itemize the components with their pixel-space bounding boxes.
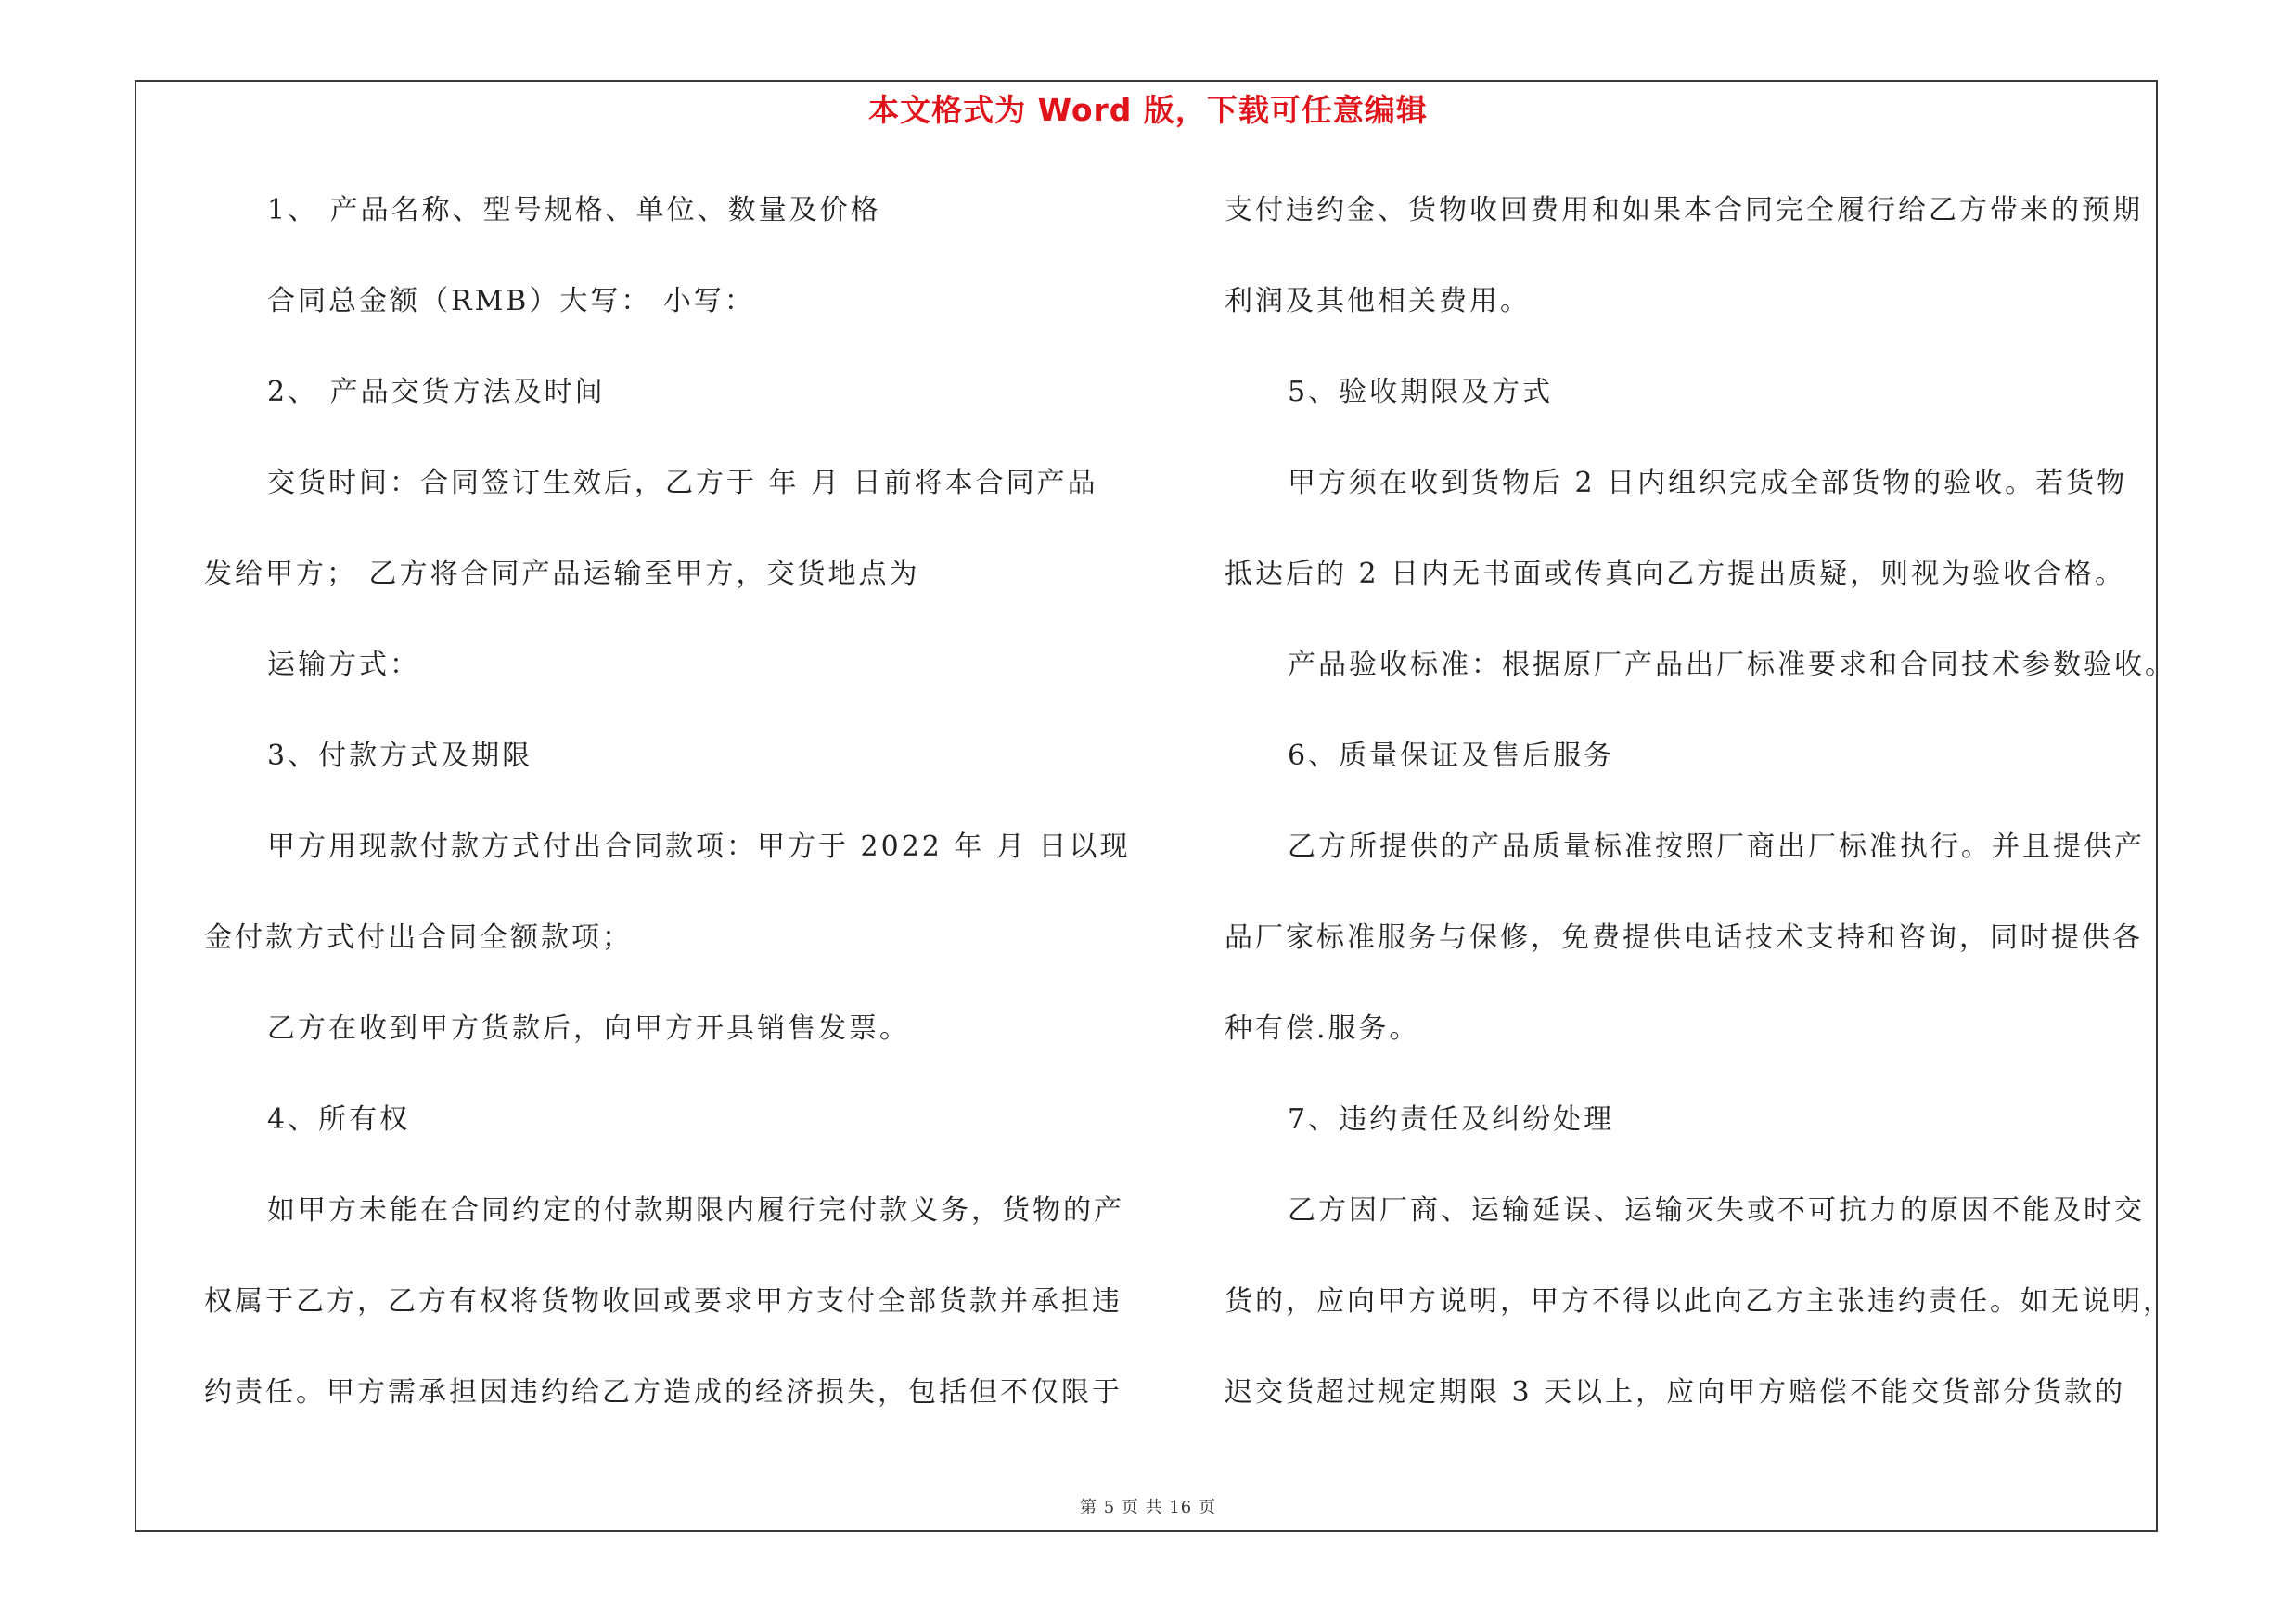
right-column (1225, 178, 2175, 1451)
paragraph-line: 如甲方未能在合同约定的付款期限内履行完付款义务，货物的产 (267, 1194, 1124, 1227)
page-number-footer: 第 5 页 共 16 页 (1080, 1498, 1216, 1517)
paragraph-line: 7、违约责任及纠纷处理 (1288, 1103, 1615, 1136)
paragraph-line: 乙方因厂商、运输延误、运输灭失或不可抗力的原因不能及时交 (1288, 1194, 2145, 1227)
paragraph-line: 交货时间：合同签订生效后，乙方于 年 月 日前将本合同产品 (267, 467, 1098, 499)
paragraph-line: 抵达后的 2 日内无书面或传真向乙方提出质疑，则视为验收合格。 (1225, 558, 2126, 590)
paragraph-line: 种有偿.服务。 (1225, 1012, 1420, 1045)
paragraph-line: 迟交货超过规定期限 3 天以上，应向甲方赔偿不能交货部分货款的 (1225, 1376, 2126, 1409)
paragraph-line: 约责任。甲方需承担因违约给乙方造成的经济损失，包括但不仅限于 (204, 1376, 1122, 1409)
paragraph-line: 1、 产品名称、型号规格、单位、数量及价格 (267, 194, 881, 226)
paragraph-line: 支付违约金、货物收回费用和如果本合同完全履行给乙方带来的预期 (1225, 194, 2143, 226)
paragraph-line: 6、质量保证及售后服务 (1288, 740, 1615, 772)
paragraph-line: 乙方所提供的产品质量标准按照厂商出厂标准执行。并且提供产 (1288, 831, 2145, 863)
format-banner: 本文格式为 Word 版，下载可任意编辑 (868, 92, 1428, 128)
paragraph-line: 货的，应向甲方说明，甲方不得以此向乙方主张违约责任。如无说明， (1225, 1285, 2174, 1318)
paragraph-line: 5、验收期限及方式 (1288, 376, 1554, 408)
paragraph-line: 3、付款方式及期限 (267, 740, 533, 772)
paragraph-line: 甲方须在收到货物后 2 日内组织完成全部货物的验收。若货物 (1288, 467, 2128, 499)
paragraph-line: 品厂家标准服务与保修，免费提供电话技术支持和咨询，同时提供各 (1225, 921, 2143, 954)
paragraph-line: 金付款方式付出合同全额款项； (204, 921, 633, 954)
paragraph-line: 乙方在收到甲方货款后，向甲方开具销售发票。 (267, 1012, 910, 1045)
paragraph-line: 权属于乙方，乙方有权将货物收回或要求甲方支付全部货款并承担违 (204, 1285, 1122, 1318)
paragraph-line: 2、 产品交货方法及时间 (267, 376, 606, 408)
left-column (204, 178, 1132, 1451)
paragraph-line: 利润及其他相关费用。 (1225, 285, 1531, 317)
paragraph-line: 合同总金额（RMB）大写： 小写： (267, 285, 755, 317)
paragraph-line: 运输方式： (267, 649, 420, 681)
paragraph-line: 4、所有权 (267, 1103, 411, 1136)
paragraph-line: 产品验收标准：根据原厂产品出厂标准要求和合同技术参数验收。 (1288, 649, 2175, 681)
paragraph-line: 甲方用现款付款方式付出合同款项：甲方于 2022 年 月 日以现 (267, 831, 1131, 863)
paragraph-line: 发给甲方； 乙方将合同产品运输至甲方，交货地点为 (204, 558, 920, 590)
